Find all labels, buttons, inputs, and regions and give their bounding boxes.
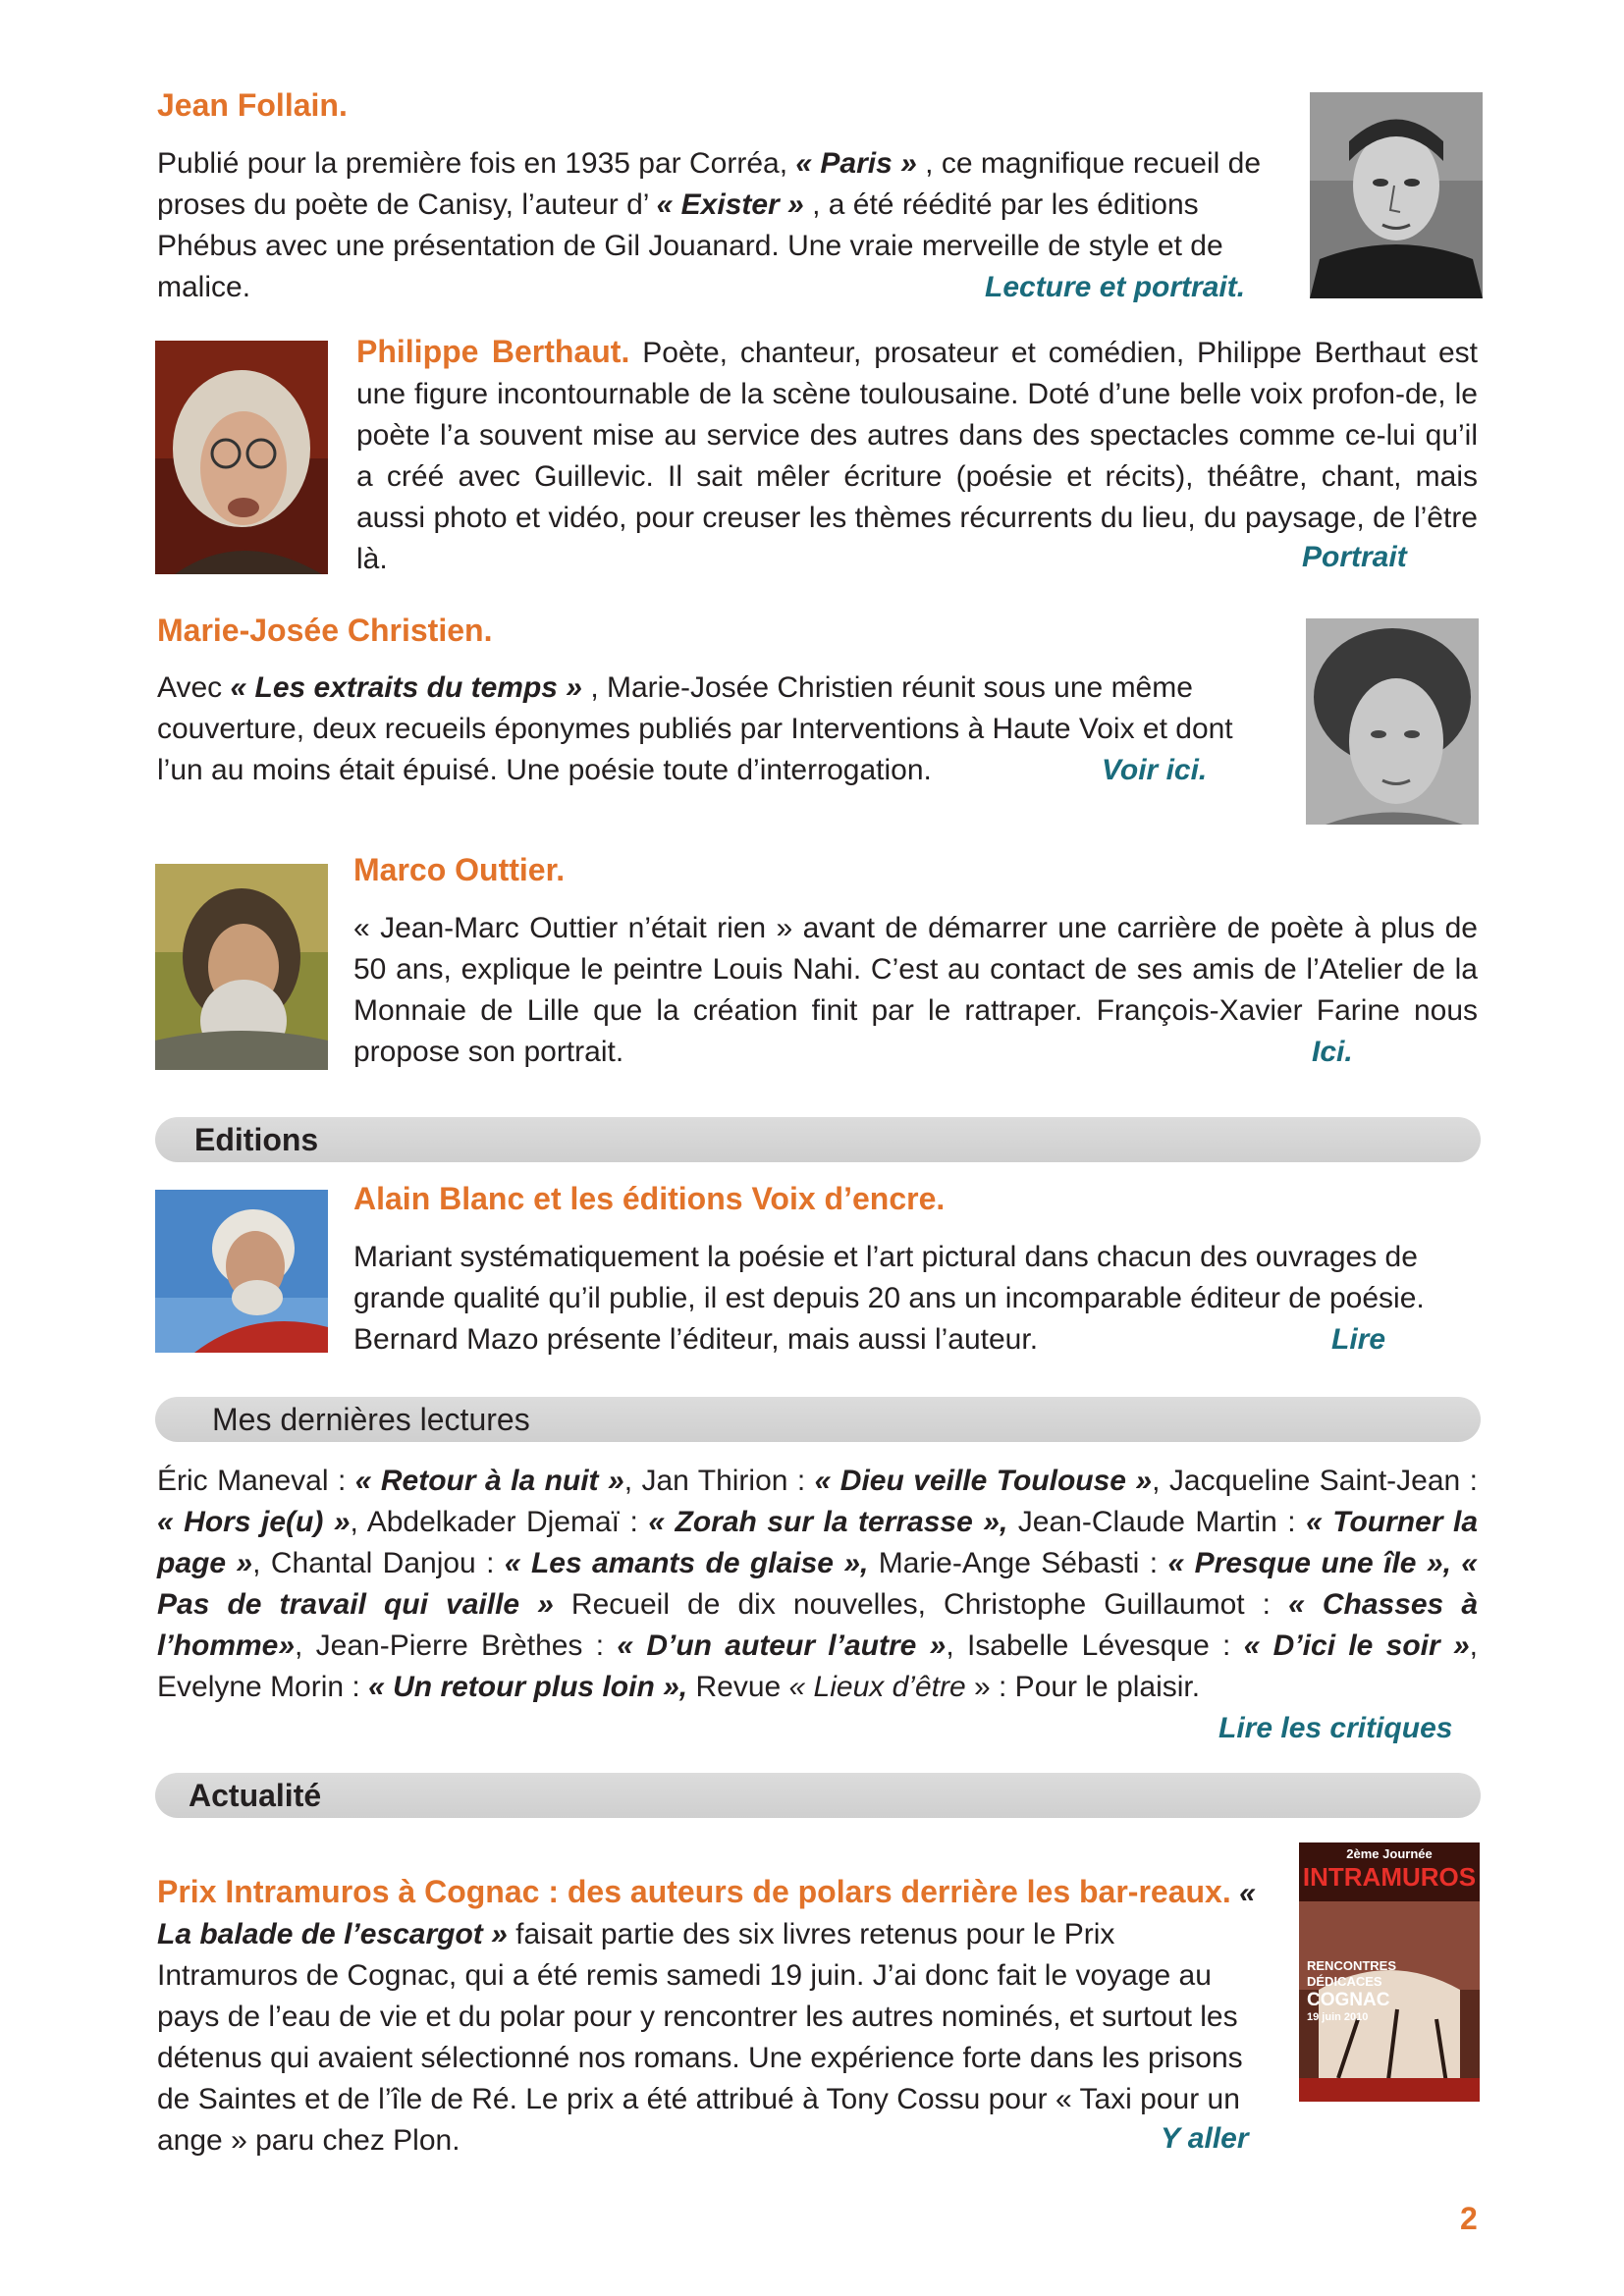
berthaut-link[interactable]: Portrait — [1302, 541, 1407, 573]
blanc-portrait — [155, 1190, 328, 1353]
poster-city: COGNAC — [1307, 1990, 1390, 2010]
section-title-lectures: Mes dernières lectures — [212, 1402, 530, 1437]
blanc-heading: Alain Blanc et les éditions Voix d’encre. — [353, 1181, 946, 1216]
christien-portrait — [1306, 618, 1479, 825]
follain-link[interactable]: Lecture et portrait. — [985, 271, 1246, 303]
berthaut-paragraph: Philippe Berthaut. Poète, chanteur, prosateur et comédien, Philippe Berthaut est une figure incontournable de la scène toulousaine. Doté d’une belle voix profon-de, le poète l’a souvent mise au service des autres dans des spectacles comme ce-lui qu’il a créé avec Guillevic. Il sait mêler écriture (poésie et récits), théâtre, chant, mais aussi photo et vidéo, pour creuser les thèmes récurrents du lieu, du paysage, de l’être là. — [356, 334, 1479, 575]
poster-title: INTRAMUROS — [1302, 1862, 1477, 1892]
intramuros-paragraph: Prix Intramuros à Cognac : des auteurs de polars derrière les bar-reaux. « La balade de l’escargot » faisait partie des six livres retenus pour le Prix Intramuros de Cognac, qui a été remis samedi 19 juin. J’ai donc fait le voyage au pays de l’eau de vie et du polar pour y rencontrer les autres nominés, et surtout les détenus qui avaient sélectionné nos romans. Une expérience forte dans les prisons de Saintes et de l’île de Ré. Le prix a été attribué à Tony Cossu pour « Taxi pour un ange » paru chez Plon. — [157, 1874, 1256, 2157]
section-bar-editions — [155, 1117, 1481, 1162]
poster-date: 19 juin 2010 — [1307, 2011, 1369, 2023]
lectures-link[interactable]: Lire les critiques — [1218, 1712, 1453, 1744]
christien-link[interactable]: Voir ici. — [1102, 754, 1208, 786]
outtier-portrait — [155, 864, 328, 1070]
poster-line1: 2ème Journée — [1346, 1846, 1433, 1861]
section-title-actualite: Actualité — [189, 1778, 322, 1813]
section-bar-actualite — [155, 1773, 1481, 1818]
outtier-link[interactable]: Ici. — [1312, 1036, 1353, 1068]
blanc-paragraph: Mariant systématiquement la poésie et l’art pictural dans chacun des ouvrages de grande qualité qu’il publie, il est depuis 20 ans un incomparable éditeur de poésie. Bernard Mazo présente l’éditeur, mais aussi l’auteur. — [353, 1241, 1425, 1356]
christien-paragraph: Avec « Les extraits du temps » , Marie-Josée Christien réunit sous une même couverture, deux recueils éponymes publiés par Interventions à Haute Voix et dont l’un au moins était épuisé. Une poésie toute d’interrogation. — [157, 671, 1233, 786]
blanc-link[interactable]: Lire — [1331, 1323, 1386, 1356]
follain-heading: Jean Follain. — [157, 87, 348, 123]
lectures-paragraph: Éric Maneval : « Retour à la nuit », Jan Thirion : « Dieu veille Toulouse », Jacqueline Saint-Jean : « Hors je(u) », Abdelkader Djemaï : « Zorah sur la terrasse », Jean-Claude Martin : « Tourner la page », Chantal Danjou : « Les amants de glaise », Marie-Ange Sébasti : « Presque une île », « Pas de travail qui vaille » Recueil de dix nouvelles, Christophe Guillaumot : « Chasses à l’homme», Jean-Pierre Brèthes : « D’un auteur l’autre », Isabelle Lévesque : « D’ici le soir », Evelyne Morin : « Un retour plus loin », Revue « Lieux d’être » : Pour le plaisir. — [157, 1465, 1479, 1703]
poster-line2: RENCONTRES — [1307, 1958, 1397, 1973]
poster-line3: DÉDICACES — [1307, 1974, 1382, 1989]
intramuros-link[interactable]: Y aller — [1161, 2122, 1249, 2155]
page-number: 2 — [1460, 2201, 1478, 2236]
outtier-paragraph: « Jean-Marc Outtier n’était rien » avant de démarrer une carrière de poète à plus de 50 ans, explique le peintre Louis Nahi. C’est au contact de ses amis de l’Atelier de la Monnaie de Lille que la création finit par le rattraper. François-Xavier Farine nous propose son portrait. — [353, 912, 1478, 1068]
outtier-heading: Marco Outtier. — [353, 852, 566, 887]
intramuros-poster — [1299, 1842, 1480, 2102]
christien-heading: Marie-Josée Christien. — [157, 613, 493, 648]
follain-paragraph: Publié pour la première fois en 1935 par Corréa, « Paris » , ce magnifique recueil de proses du poète de Canisy, l’auteur d’ « Exister » , a été réédité par les éditions Phébus avec une présentation de Gil Jouanard. Une vraie merveille de style et de malice. — [157, 147, 1262, 303]
follain-portrait — [1310, 92, 1483, 298]
section-bar-lectures — [155, 1397, 1481, 1442]
section-title-editions: Editions — [194, 1122, 319, 1157]
berthaut-portrait — [155, 341, 328, 574]
